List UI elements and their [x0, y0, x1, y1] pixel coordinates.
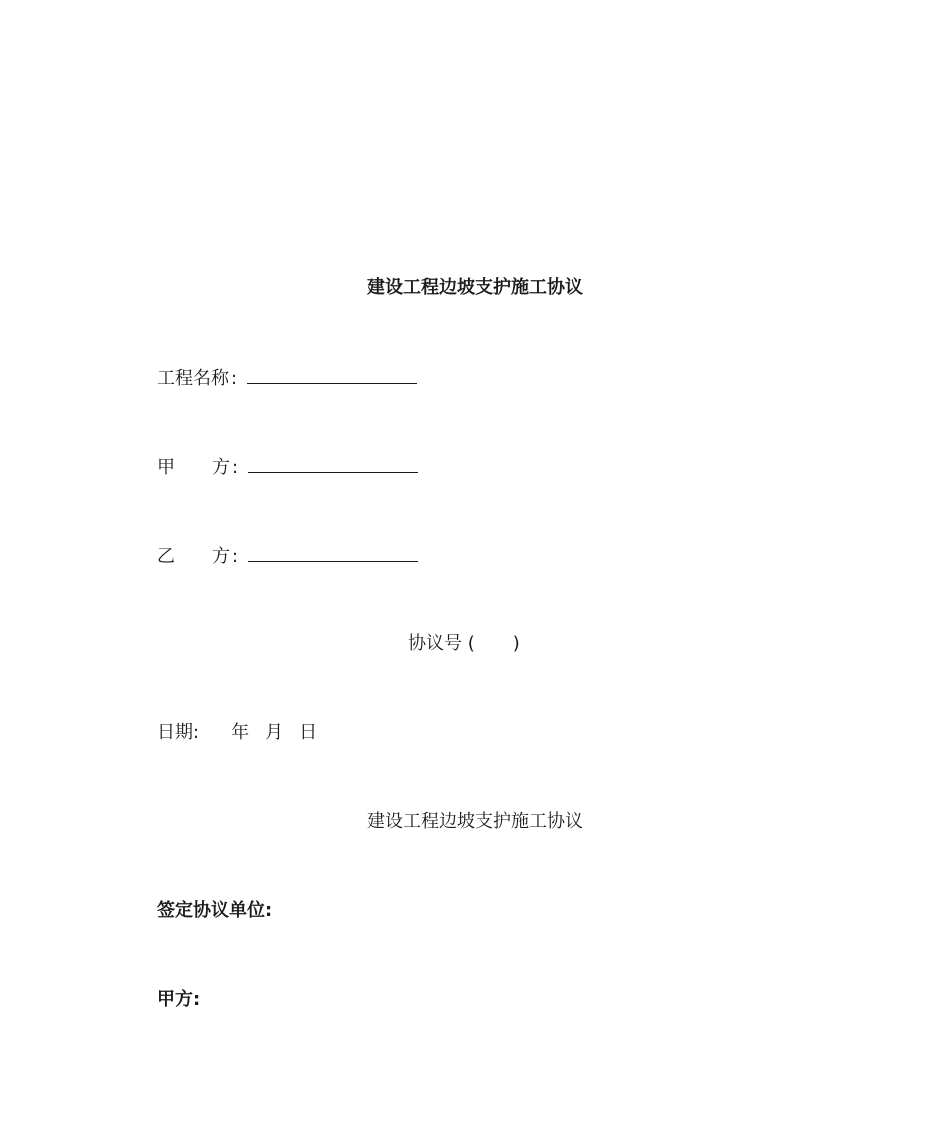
date-day-label: 日 [299, 722, 318, 743]
signing-units-label: 签定协议单位: [157, 900, 273, 921]
party-b-blank-line[interactable] [248, 543, 418, 562]
project-name-row [157, 365, 417, 391]
date-year-label: 年 [231, 722, 250, 743]
date-row [157, 721, 317, 745]
party-b-label-char1: 乙 [157, 546, 175, 567]
party-a-blank-line[interactable] [248, 454, 418, 473]
party-a-heading [157, 988, 200, 1012]
party-a-label-char1: 甲 [157, 457, 175, 478]
cover-title [0, 276, 950, 300]
party-a-row [157, 454, 418, 480]
project-name-colon: : [231, 368, 238, 389]
party-a-label-char2: 方 [212, 457, 230, 478]
project-name-label: 工程名称 [157, 368, 229, 389]
party-b-label-char2: 方 [212, 546, 230, 567]
date-label: 日期: [157, 722, 200, 743]
project-name-blank-line[interactable] [247, 365, 417, 384]
cover-title-text: 建设工程边坡支护施工协议 [367, 277, 583, 298]
signing-units-heading [157, 899, 272, 923]
agreement-number-row [408, 632, 520, 656]
date-month-label: 月 [265, 722, 284, 743]
agreement-number-paren-close: ) [512, 633, 520, 654]
agreement-number-paren-open: ( [467, 633, 475, 654]
party-a-bold-label: 甲方: [157, 989, 201, 1010]
party-a-colon: : [232, 457, 239, 478]
body-title [0, 810, 950, 834]
party-b-row [157, 543, 418, 569]
agreement-number-label: 协议号 [408, 633, 462, 654]
party-b-colon: : [232, 546, 239, 567]
body-title-text: 建设工程边坡支护施工协议 [367, 811, 583, 832]
